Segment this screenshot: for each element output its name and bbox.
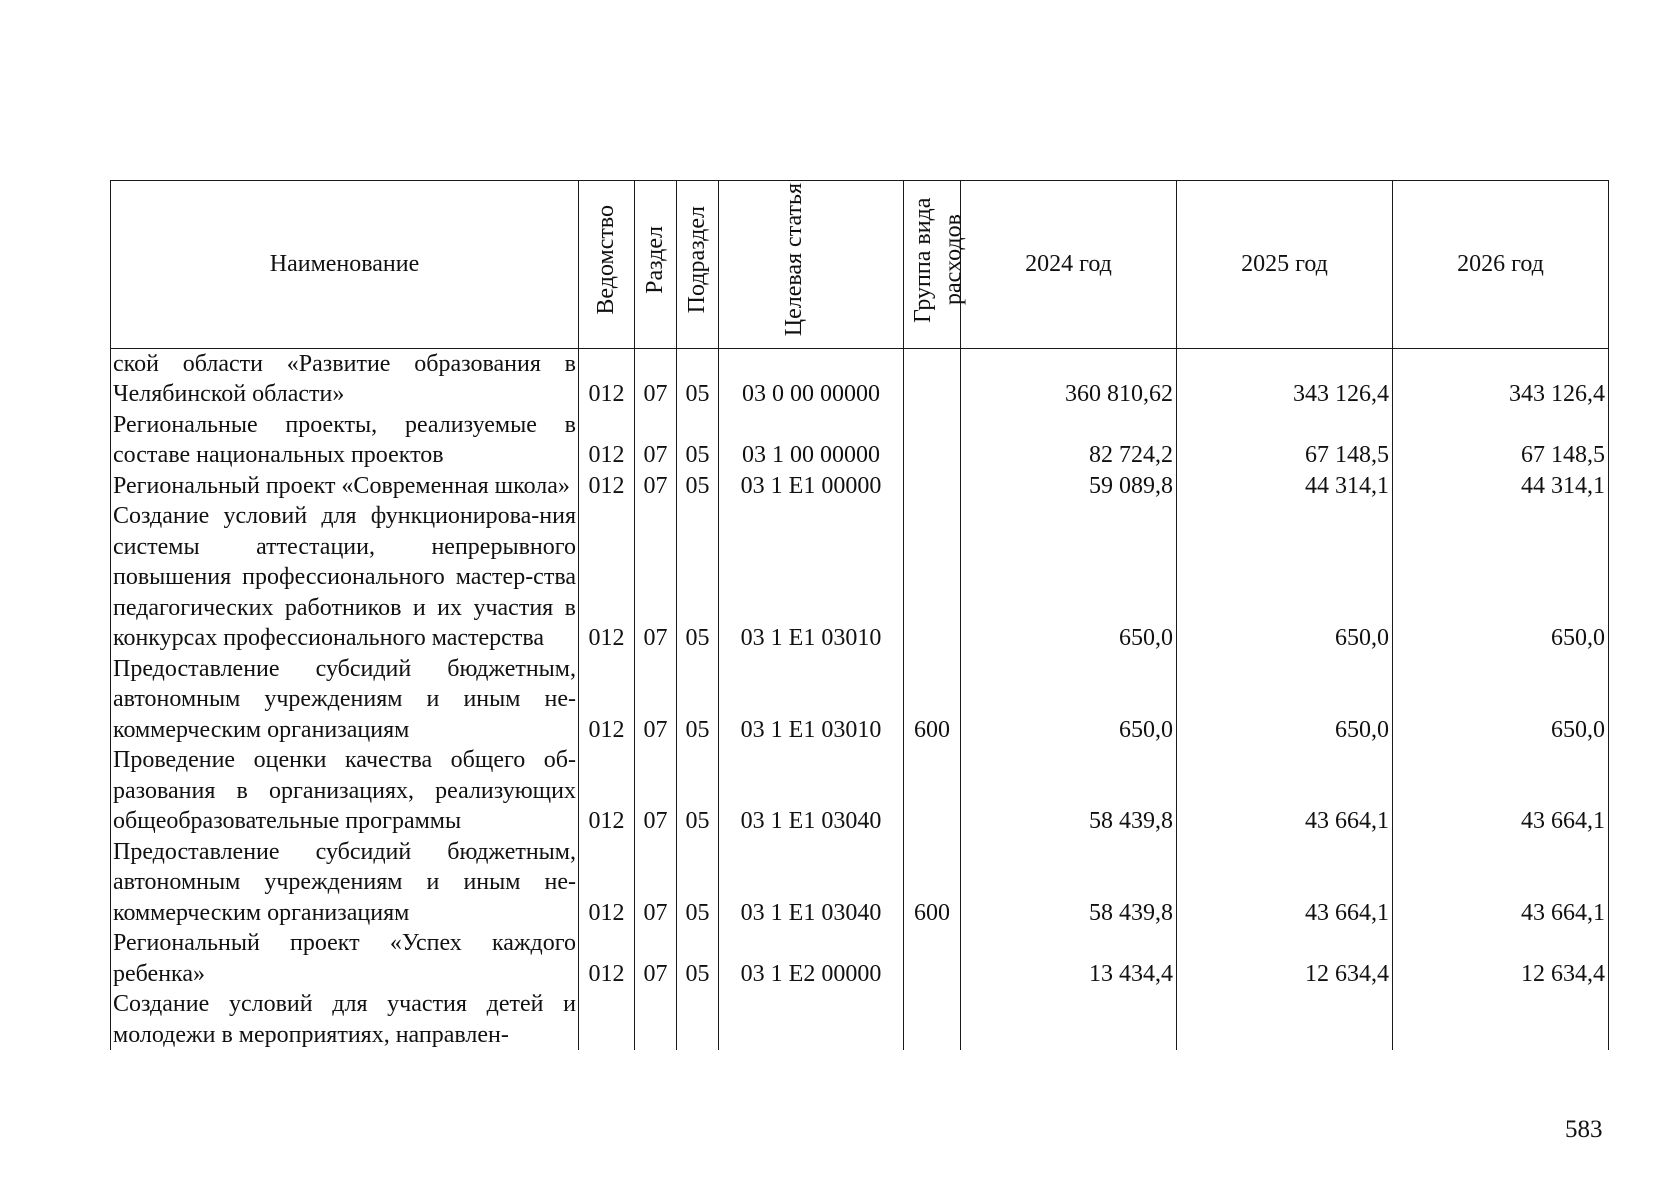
row-value-2026: 343 126,4 [1393, 348, 1609, 410]
row-podrazdel: 05 [677, 471, 719, 502]
row-vedomstvo: 012 [579, 654, 635, 746]
header-year-2025: 2025 год [1177, 181, 1393, 349]
row-podrazdel: 05 [677, 501, 719, 654]
table-row [111, 654, 1609, 746]
header-name: Наименование [111, 181, 579, 349]
row-value-2025: 43 664,1 [1177, 745, 1393, 837]
row-value-2026: 12 634,4 [1393, 928, 1609, 989]
row-name: Предоставление субсидий бюджетным, автономным учреждениям и иным не-коммерческим организациям [111, 654, 579, 746]
row-value-2025: 44 314,1 [1177, 471, 1393, 502]
row-value-2024: 58 439,8 [961, 837, 1177, 929]
row-gruppa-vida-rashodov [904, 501, 961, 654]
row-celevaya-statya: 03 1 Е1 03040 [719, 745, 904, 837]
row-gruppa-vida-rashodov [904, 410, 961, 471]
row-name: ской области «Развитие образования в Челябинской области» [111, 348, 579, 410]
row-value-2026 [1393, 989, 1609, 1050]
row-vedomstvo: 012 [579, 745, 635, 837]
row-razdel: 07 [635, 348, 677, 410]
row-gruppa-vida-rashodov [904, 745, 961, 837]
row-value-2024: 59 089,8 [961, 471, 1177, 502]
row-value-2026: 650,0 [1393, 654, 1609, 746]
table-body [111, 348, 1609, 1050]
table-row [111, 745, 1609, 837]
row-podrazdel: 05 [677, 654, 719, 746]
table-row [111, 410, 1609, 471]
row-vedomstvo: 012 [579, 837, 635, 929]
header-celevaya-statya: Целевая статья [719, 181, 904, 349]
row-vedomstvo: 012 [579, 928, 635, 989]
row-gruppa-vida-rashodov [904, 928, 961, 989]
row-gruppa-vida-rashodov: 600 [904, 837, 961, 929]
header-vedomstvo: Ведомство [579, 181, 635, 349]
header-podrazdel: Подраздел [677, 181, 719, 349]
table-row [111, 989, 1609, 1050]
row-value-2025: 650,0 [1177, 654, 1393, 746]
row-value-2024: 58 439,8 [961, 745, 1177, 837]
row-celevaya-statya [719, 989, 904, 1050]
row-vedomstvo [579, 989, 635, 1050]
table-row [111, 928, 1609, 989]
row-vedomstvo: 012 [579, 348, 635, 410]
row-celevaya-statya: 03 1 Е2 00000 [719, 928, 904, 989]
row-value-2024: 13 434,4 [961, 928, 1177, 989]
row-vedomstvo: 012 [579, 471, 635, 502]
row-razdel: 07 [635, 410, 677, 471]
row-celevaya-statya: 03 1 00 00000 [719, 410, 904, 471]
row-value-2025: 12 634,4 [1177, 928, 1393, 989]
row-razdel: 07 [635, 837, 677, 929]
header-year-2024: 2024 год [961, 181, 1177, 349]
row-value-2024: 360 810,62 [961, 348, 1177, 410]
header-year-2026: 2026 год [1393, 181, 1609, 349]
table-header-row [111, 181, 1609, 349]
row-podrazdel [677, 989, 719, 1050]
row-value-2026: 43 664,1 [1393, 837, 1609, 929]
row-razdel: 07 [635, 928, 677, 989]
row-podrazdel: 05 [677, 348, 719, 410]
row-gruppa-vida-rashodov [904, 471, 961, 502]
row-value-2026: 44 314,1 [1393, 471, 1609, 502]
table-row [111, 501, 1609, 654]
row-value-2025 [1177, 989, 1393, 1050]
row-vedomstvo: 012 [579, 410, 635, 471]
table-row [111, 471, 1609, 502]
row-podrazdel: 05 [677, 928, 719, 989]
row-value-2025: 43 664,1 [1177, 837, 1393, 929]
table-row [111, 348, 1609, 410]
row-gruppa-vida-rashodov [904, 348, 961, 410]
row-vedomstvo: 012 [579, 501, 635, 654]
row-celevaya-statya: 03 1 Е1 00000 [719, 471, 904, 502]
row-celevaya-statya: 03 0 00 00000 [719, 348, 904, 410]
row-razdel: 07 [635, 501, 677, 654]
row-celevaya-statya: 03 1 Е1 03010 [719, 501, 904, 654]
row-value-2026: 650,0 [1393, 501, 1609, 654]
row-value-2026: 43 664,1 [1393, 745, 1609, 837]
budget-table-container [110, 180, 1609, 1050]
row-value-2025: 343 126,4 [1177, 348, 1393, 410]
header-gruppa-vida-rashodov: Группа вида расходов [904, 181, 961, 349]
row-razdel: 07 [635, 471, 677, 502]
row-value-2024: 82 724,2 [961, 410, 1177, 471]
row-name: Региональный проект «Современная школа» [111, 471, 579, 502]
row-value-2024: 650,0 [961, 501, 1177, 654]
row-razdel: 07 [635, 745, 677, 837]
row-celevaya-statya: 03 1 Е1 03040 [719, 837, 904, 929]
row-value-2025: 67 148,5 [1177, 410, 1393, 471]
row-celevaya-statya: 03 1 Е1 03010 [719, 654, 904, 746]
budget-table [110, 180, 1609, 1050]
row-gruppa-vida-rashodov [904, 989, 961, 1050]
row-gruppa-vida-rashodov: 600 [904, 654, 961, 746]
row-razdel: 07 [635, 654, 677, 746]
row-name: Создание условий для функционирова-ния системы аттестации, непрерывного повышения профессионального мастер-ства педагогических работников и их участия в конкурсах профессионального мастерства [111, 501, 579, 654]
row-podrazdel: 05 [677, 410, 719, 471]
page-number: 583 [1565, 1116, 1603, 1143]
header-razdel: Раздел [635, 181, 677, 349]
row-name: Региональные проекты, реализуемые в составе национальных проектов [111, 410, 579, 471]
row-value-2024 [961, 989, 1177, 1050]
row-value-2024: 650,0 [961, 654, 1177, 746]
row-name: Региональный проект «Успех каждого ребенка» [111, 928, 579, 989]
row-value-2025: 650,0 [1177, 501, 1393, 654]
row-razdel [635, 989, 677, 1050]
row-value-2026: 67 148,5 [1393, 410, 1609, 471]
row-name: Создание условий для участия детей и молодежи в мероприятиях, направлен- [111, 989, 579, 1050]
row-podrazdel: 05 [677, 745, 719, 837]
row-name: Предоставление субсидий бюджетным, автономным учреждениям и иным не-коммерческим организациям [111, 837, 579, 929]
row-name: Проведение оценки качества общего об-разования в организациях, реализующих общеобразовательные программы [111, 745, 579, 837]
table-row [111, 837, 1609, 929]
row-podrazdel: 05 [677, 837, 719, 929]
